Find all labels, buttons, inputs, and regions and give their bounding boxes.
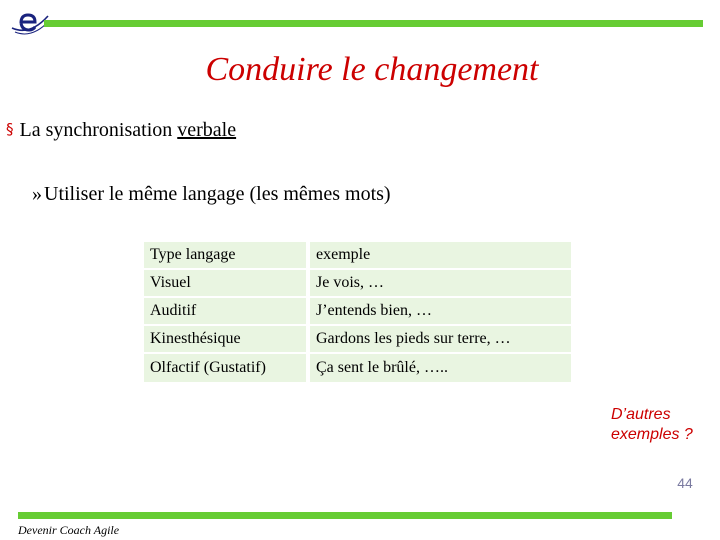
table-row: [144, 326, 571, 352]
sub-bullet: [32, 181, 391, 207]
main-bullet-text: La synchronisation: [19, 119, 178, 141]
table-header-row: [144, 242, 571, 268]
note-line-1: D’autres: [611, 406, 671, 423]
table-header-type: Type langage: [144, 242, 310, 268]
sub-bullet-text: Utiliser le même langage (les mêmes mots): [44, 183, 391, 205]
table-cell-example: Gardons les pieds sur terre, …: [310, 326, 571, 352]
note-line-2: exemples ?: [611, 426, 693, 443]
table-cell-example: Je vois, …: [310, 270, 571, 296]
main-bullet: [6, 116, 236, 143]
table-cell-type: Kinesthésique: [144, 326, 310, 352]
table-cell-type: Olfactif (Gustatif): [144, 354, 310, 382]
chevron-bullet-icon: »: [32, 183, 42, 205]
page-number: 44: [677, 475, 693, 491]
table-cell-type: Auditif: [144, 298, 310, 324]
square-bullet-icon: §: [6, 120, 14, 138]
slide-title: Conduire le changement: [205, 51, 539, 88]
bottom-accent-bar: [18, 512, 672, 519]
table-cell-type: Visuel: [144, 270, 310, 296]
table-cell-example: J’entends bien, …: [310, 298, 571, 324]
table-row: [144, 298, 571, 324]
table-row: [144, 270, 571, 296]
table-header-example: exemple: [310, 242, 571, 268]
top-accent-bar: [44, 20, 703, 27]
table-row: [144, 354, 571, 382]
footer-text: Devenir Coach Agile: [18, 523, 120, 537]
language-types-table: [144, 240, 571, 384]
table-cell-example: Ça sent le brûlé, …..: [310, 354, 571, 382]
other-examples-note: [611, 405, 716, 445]
main-bullet-underlined-word: verbale: [177, 119, 237, 141]
